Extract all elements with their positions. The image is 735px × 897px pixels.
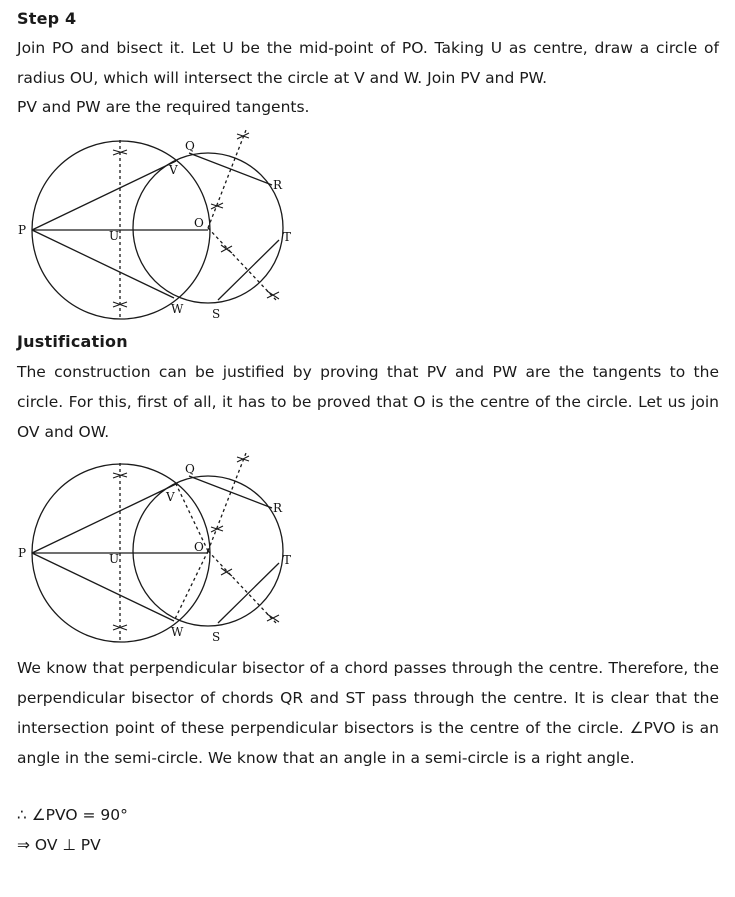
label-R: R bbox=[273, 178, 283, 192]
bisector-QR bbox=[208, 130, 246, 228]
bisector-QR bbox=[208, 453, 246, 551]
label-R: R bbox=[273, 501, 283, 515]
label-T: T bbox=[283, 553, 292, 567]
label-V: V bbox=[169, 163, 178, 177]
step4-heading: Step 4 bbox=[17, 9, 77, 28]
label-V: V bbox=[166, 490, 175, 504]
chord-QR bbox=[189, 476, 272, 508]
arc-mark bbox=[221, 568, 232, 576]
chord-QR bbox=[189, 153, 272, 185]
justification-paragraph1: The construction can be justified by proving that PV and PW are the tangents to the circle. For this, first of all, it has to be proved that O is the centre of the circle. Let us join OV and OW. bbox=[17, 363, 719, 441]
label-P: P bbox=[18, 223, 27, 237]
arc-mark bbox=[221, 245, 232, 253]
label-W: W bbox=[171, 302, 184, 316]
label-Q: Q bbox=[185, 139, 195, 153]
step4-conclusion: PV and PW are the required tangents. bbox=[17, 98, 310, 116]
construction-figure-1 bbox=[14, 128, 304, 323]
label-W: W bbox=[171, 625, 184, 639]
label-T: T bbox=[283, 230, 292, 244]
arc-mark bbox=[267, 291, 279, 299]
construction-figure-2 bbox=[14, 451, 304, 646]
label-Q: Q bbox=[185, 462, 195, 476]
label-O: O bbox=[194, 540, 204, 554]
label-P: P bbox=[18, 546, 27, 560]
label-S: S bbox=[212, 307, 221, 321]
label-U: U bbox=[109, 229, 120, 243]
label-S: S bbox=[212, 630, 221, 644]
label-O: O bbox=[194, 216, 204, 230]
result-angle: ∴ ∠PVO = 90° bbox=[17, 806, 128, 824]
bisector-ST bbox=[208, 551, 276, 623]
step4-paragraph: Join PO and bisect it. Let U be the mid-point of PO. Taking U as centre, draw a circle of radius OU, which will intersect the circle at V and W. Join PV and PW. bbox=[17, 39, 719, 87]
bisector-ST bbox=[208, 228, 276, 300]
result-perpendicular: ⇒ OV ⊥ PV bbox=[17, 836, 101, 854]
arc-mark bbox=[267, 614, 279, 622]
label-U: U bbox=[109, 552, 120, 566]
justification-heading: Justification bbox=[17, 332, 128, 351]
justification-paragraph2: We know that perpendicular bisector of a chord passes through the centre. Therefore, the perpendicular bisector of chords QR and ST pass through the centre. It is clear that the intersection point of these perpendicular bisectors is the centre of the circle. ∠PVO is an angle in the semi-circle. We know that an angle in a semi-circle is a right angle. bbox=[17, 659, 719, 767]
radius-OW bbox=[174, 551, 208, 621]
